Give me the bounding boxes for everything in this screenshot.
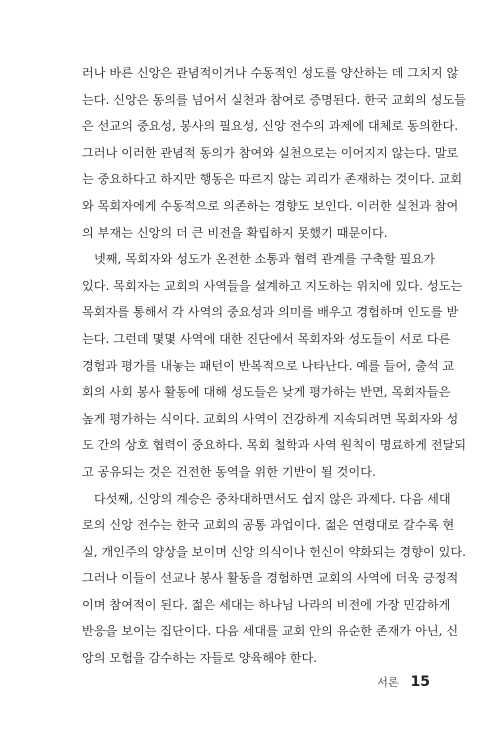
text-line: 러나 바른 신앙은 관념적이거나 수동적인 성도를 양산하는 데 그치지 않 <box>82 66 459 80</box>
paragraph-1 <box>82 60 467 246</box>
text-line: 실, 개인주의 양상을 보이며 신앙 의식이나 헌신이 약화되는 경향이 있다. <box>82 544 467 559</box>
page-number: 15 <box>410 674 430 690</box>
text-line: 반응을 보이는 집단이다. 다음 세대를 교회 안의 유순한 존재가 아닌, 신 <box>82 624 459 639</box>
text-line: 고 공유되는 것은 건전한 동역을 위한 기반이 될 것이다. <box>82 464 376 479</box>
paragraph-2 <box>82 246 467 485</box>
text-line: 도 간의 상호 협력이 중요하다. 목회 철학과 사역 원칙이 명료하게 전달되 <box>82 438 467 453</box>
page-footer <box>377 672 430 692</box>
text-line: 와 목회자에게 수동적으로 의존하는 경향도 보인다. 이러한 실천과 참여 <box>82 198 459 213</box>
text-line: 로의 신앙 전수는 한국 교회의 공통 과업이다. 젊은 연령대로 갈수록 현 <box>82 518 455 533</box>
paragraph-3 <box>82 486 467 672</box>
text-line: 이며 참여적이 된다. 젊은 세대는 하나님 나라의 비전에 가장 민감하게 <box>82 597 451 612</box>
text-line: 앙의 모험을 감수하는 자들로 양육해야 한다. <box>82 651 318 666</box>
text-line: 넷째, 목회자와 성도가 온전한 소통과 협력 관계를 구축할 필요가 <box>94 252 435 267</box>
text-line: 는 중요하다고 하지만 행동은 따르지 않는 괴리가 존재하는 것이다. 교회 <box>82 172 463 187</box>
text-line: 목회자를 통해서 각 사역의 중요성과 의미를 배우고 경험하며 인도를 받 <box>82 305 459 320</box>
text-line: 은 선교의 중요성, 봉사의 필요성, 신앙 전수의 과제에 대체로 동의한다. <box>82 119 459 134</box>
text-line: 그러나 이들이 선교나 봉사 활동을 경험하면 교회의 사역에 더욱 긍정적 <box>82 571 459 586</box>
body-text <box>82 60 467 672</box>
text-line: 다섯째, 신앙의 계승은 중차대하면서도 쉽지 않은 과제다. 다음 세대 <box>94 491 451 506</box>
text-line: 높게 평가하는 식이다. 교회의 사역이 건강하게 지속되려면 목회자와 성 <box>82 411 459 426</box>
text-line: 경험과 평가를 내놓는 패턴이 반복적으로 나타난다. 예를 들어, 출석 교 <box>82 358 455 373</box>
text-line: 의 부재는 신앙의 더 큰 비전을 확립하지 못했기 때문이다. <box>82 225 388 240</box>
section-title: 서론 <box>377 676 399 689</box>
text-line: 는다. 그런데 몇몇 사역에 대한 진단에서 목회자와 성도들이 서로 다른 <box>82 331 451 346</box>
text-line: 회의 사회 봉사 활동에 대해 성도들은 낮게 평가하는 반면, 목회자들은 <box>82 385 451 400</box>
text-line: 그러나 이러한 관념적 동의가 참여와 실천으로는 이어지지 않는다. 말로 <box>82 145 459 160</box>
text-line: 는다. 신앙은 동의를 넘어서 실천과 참여로 증명된다. 한국 교회의 성도들 <box>82 92 467 107</box>
text-line: 있다. 목회자는 교회의 사역들을 설계하고 지도하는 위치에 있다. 성도는 <box>82 278 463 293</box>
